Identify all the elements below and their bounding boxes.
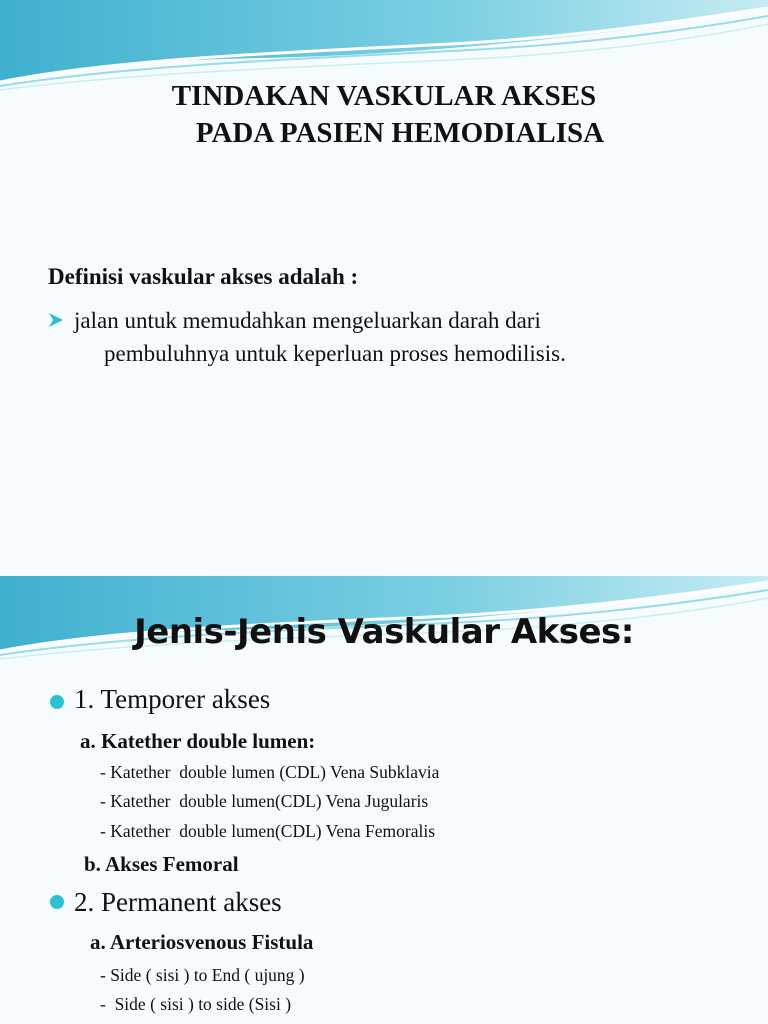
definition-text (74, 304, 754, 370)
definition-line-1: jalan untuk memudahkan mengeluarkan darah dari (74, 308, 541, 333)
circle-bullet-icon (50, 695, 64, 709)
section-1-item: - Katether double lumen(CDL) Vena Femoralis (100, 821, 436, 841)
section-2-label: 2. Permanent akses (74, 887, 282, 917)
arrow-bullet-icon (48, 312, 64, 328)
slide-title-line-1: TINDAKAN VASKULAR AKSES (171, 80, 597, 112)
section-2-sub-a: a. Arteriosvenous Fistula (90, 930, 314, 954)
section-2-item: - Side ( sisi ) to side (Sisi ) (100, 994, 292, 1014)
section-1-sub-a: a. Katether double lumen: (80, 729, 316, 753)
definition-line-2: pembuluhnya untuk keperluan proses hemodilisis. (104, 341, 566, 366)
slide-title: Jenis-Jenis Vaskular Akses: (134, 612, 634, 652)
section-1-item: - Katether double lumen (CDL) Vena Subklavia (100, 762, 440, 782)
definition-heading: Definisi vaskular akses adalah : (48, 264, 359, 289)
circle-bullet-icon (50, 895, 64, 909)
slide-2 (0, 576, 768, 1024)
section-1-sub-b: b. Akses Femoral (84, 852, 239, 876)
section-1-item: - Katether double lumen(CDL) Vena Jugularis (100, 791, 429, 811)
section-1-label: 1. Temporer akses (74, 684, 271, 714)
slide-title-line-2: PADA PASIEN HEMODIALISA (195, 117, 605, 149)
section-2-item: - Side ( sisi ) to End ( ujung ) (100, 965, 305, 985)
